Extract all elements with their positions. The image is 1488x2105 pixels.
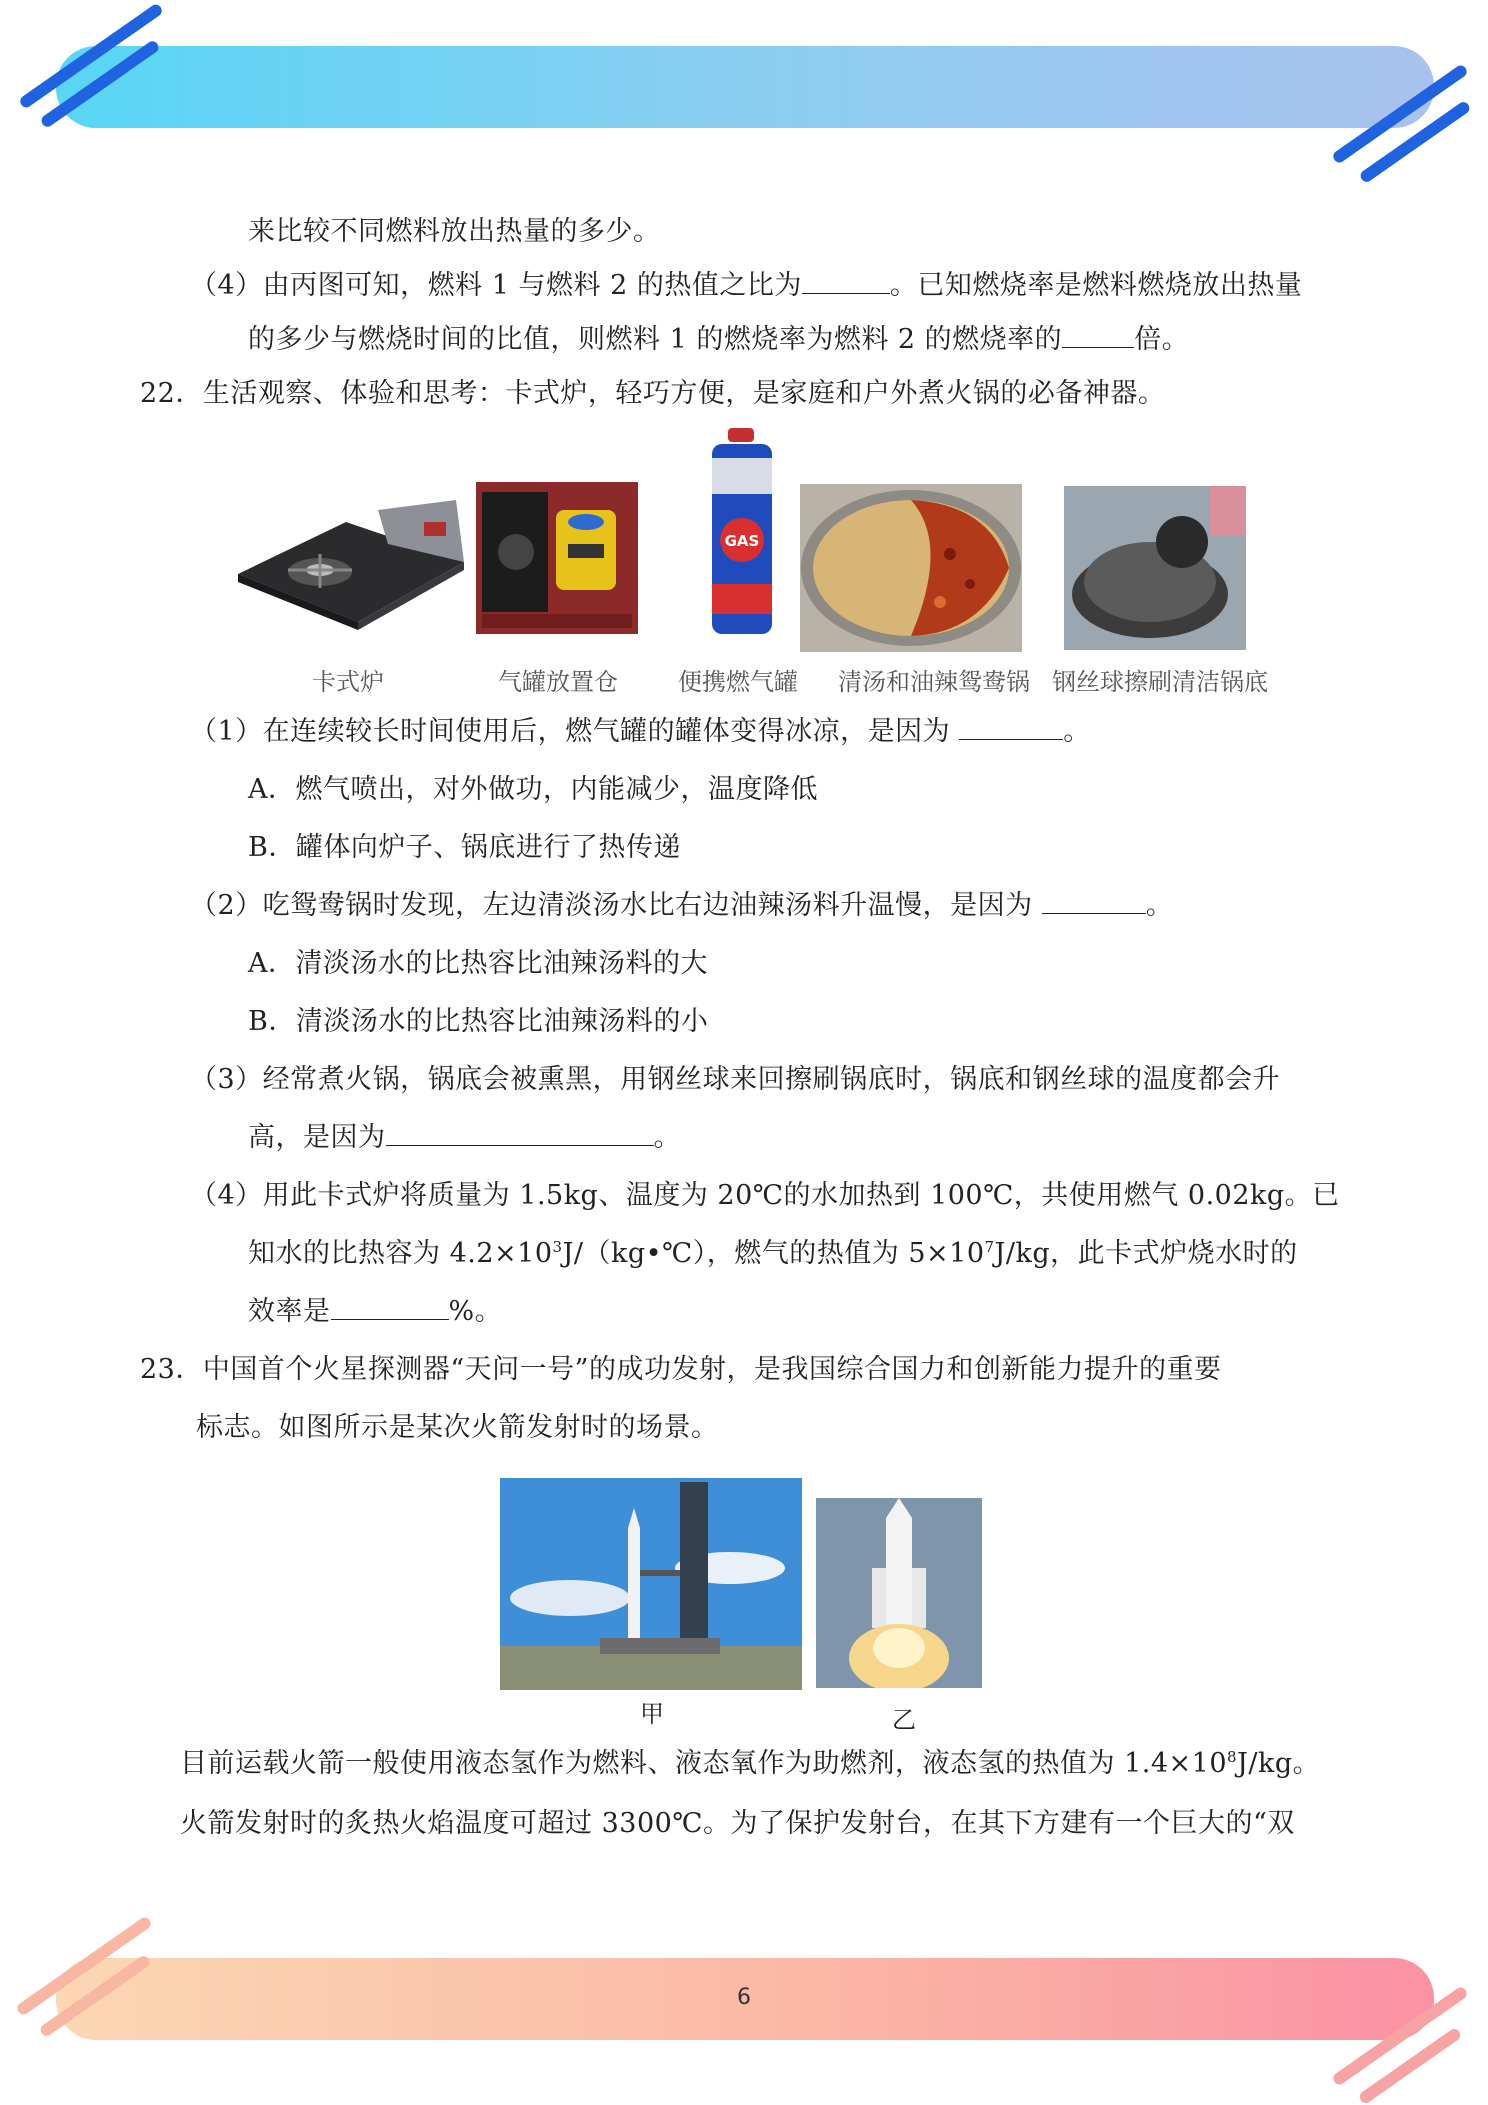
- caption-stove: 卡式炉: [312, 668, 384, 696]
- figure-card-canister: [704, 428, 782, 638]
- page-number: 6: [737, 1985, 751, 2010]
- figure-card-stove: [228, 482, 470, 630]
- text-line: 知水的比热容为 $4.2\times 10^3J/(kg•℃)$，燃气的热值为 $5\times 10^7J/kg$，此卡式炉烧水时的: [248, 1238, 1298, 1269]
- canister-label: GAS: [724, 532, 760, 550]
- answer-blank[interactable]: [1062, 346, 1134, 348]
- answer-blank[interactable]: [802, 292, 890, 294]
- text-line: 的多少与燃烧时间的比值，则燃料 1 的燃烧率为燃料 2 的燃烧率的 倍。: [248, 324, 1190, 355]
- rocket-figure-jia: [500, 1478, 802, 1690]
- figure-card-hotpot: [800, 484, 1022, 652]
- option-a: A．清淡汤水的比热容比油辣汤料的大: [248, 948, 708, 979]
- hotpot-image: [800, 484, 1022, 652]
- figure-card-scrub: [1064, 486, 1246, 650]
- text-line: 效率是 %。: [248, 1296, 503, 1327]
- answer-blank[interactable]: [959, 738, 1063, 740]
- option-b: B．清淡汤水的比热容比油辣汤料的小: [248, 1006, 709, 1037]
- text-line: 火箭发射时的炙热火焰温度可超过 3300℃。为了保护发射台，在其下方建有一个巨大的“双: [180, 1808, 1295, 1839]
- question-23-stem: 23．中国首个火星探测器“天问一号”的成功发射，是我国综合国力和创新能力提升的重要: [140, 1354, 1222, 1385]
- caption-hotpot: 清汤和油辣鸳鸯锅: [838, 668, 1030, 696]
- text-line: 标志。如图所示是某次火箭发射时的场景。: [196, 1412, 719, 1443]
- text-line: （4）用此卡式炉将质量为 1.5kg、温度为 20℃的水加热到 100℃，共使用燃气 0.02kg。已: [190, 1180, 1340, 1211]
- answer-blank[interactable]: [1042, 912, 1146, 914]
- answer-blank[interactable]: [331, 1318, 449, 1320]
- text-line: （3）经常煮火锅，锅底会被熏黑，用钢丝球来回擦刷锅底时，锅底和钢丝球的温度都会升: [190, 1064, 1281, 1095]
- caption-yi: 乙: [892, 1706, 916, 1734]
- scrub-image: [1064, 486, 1246, 650]
- caption-jia: 甲: [640, 1700, 664, 1728]
- text-line: （4）由丙图可知，燃料 1 与燃料 2 的热值之比为 。已知燃烧率是燃料燃烧放出热量: [190, 270, 1303, 301]
- text-line: （2）吃鸳鸯锅时发现，左边清淡汤水比右边油辣汤料升温慢，是因为 。: [190, 890, 1174, 921]
- header-banner: [56, 46, 1434, 128]
- compartment-image: [476, 482, 638, 634]
- text-line: （1）在连续较长时间使用后，燃气罐的罐体变得冰凉，是因为 。: [190, 716, 1091, 747]
- text-line: 来比较不同燃料放出热量的多少。: [248, 216, 661, 247]
- caption-compartment: 气罐放置仓: [498, 668, 618, 696]
- answer-blank[interactable]: [386, 1144, 654, 1146]
- rocket-image: [816, 1498, 982, 1688]
- question-22-stem: 22．生活观察、体验和思考：卡式炉，轻巧方便，是家庭和户外煮火锅的必备神器。: [140, 378, 1166, 409]
- stove-image: [228, 482, 470, 630]
- rocket-figure-yi: [816, 1498, 982, 1688]
- caption-canister: 便携燃气罐: [678, 668, 798, 696]
- text-line: 目前运载火箭一般使用液态氢作为燃料、液态氧作为助燃剂，液态氢的热值为 $1.4\times 10^8J/kg$。: [180, 1748, 1321, 1779]
- option-a: A．燃气喷出，对外做功，内能减少，温度降低: [248, 774, 818, 805]
- canister-image: [704, 428, 782, 638]
- figure-card-compartment: [476, 482, 638, 634]
- launchpad-image: [500, 1478, 802, 1690]
- option-b: B．罐体向炉子、锅底进行了热传递: [248, 832, 681, 863]
- caption-scrub: 钢丝球擦刷清洁锅底: [1052, 668, 1268, 696]
- text-line: 高，是因为 。: [248, 1122, 681, 1153]
